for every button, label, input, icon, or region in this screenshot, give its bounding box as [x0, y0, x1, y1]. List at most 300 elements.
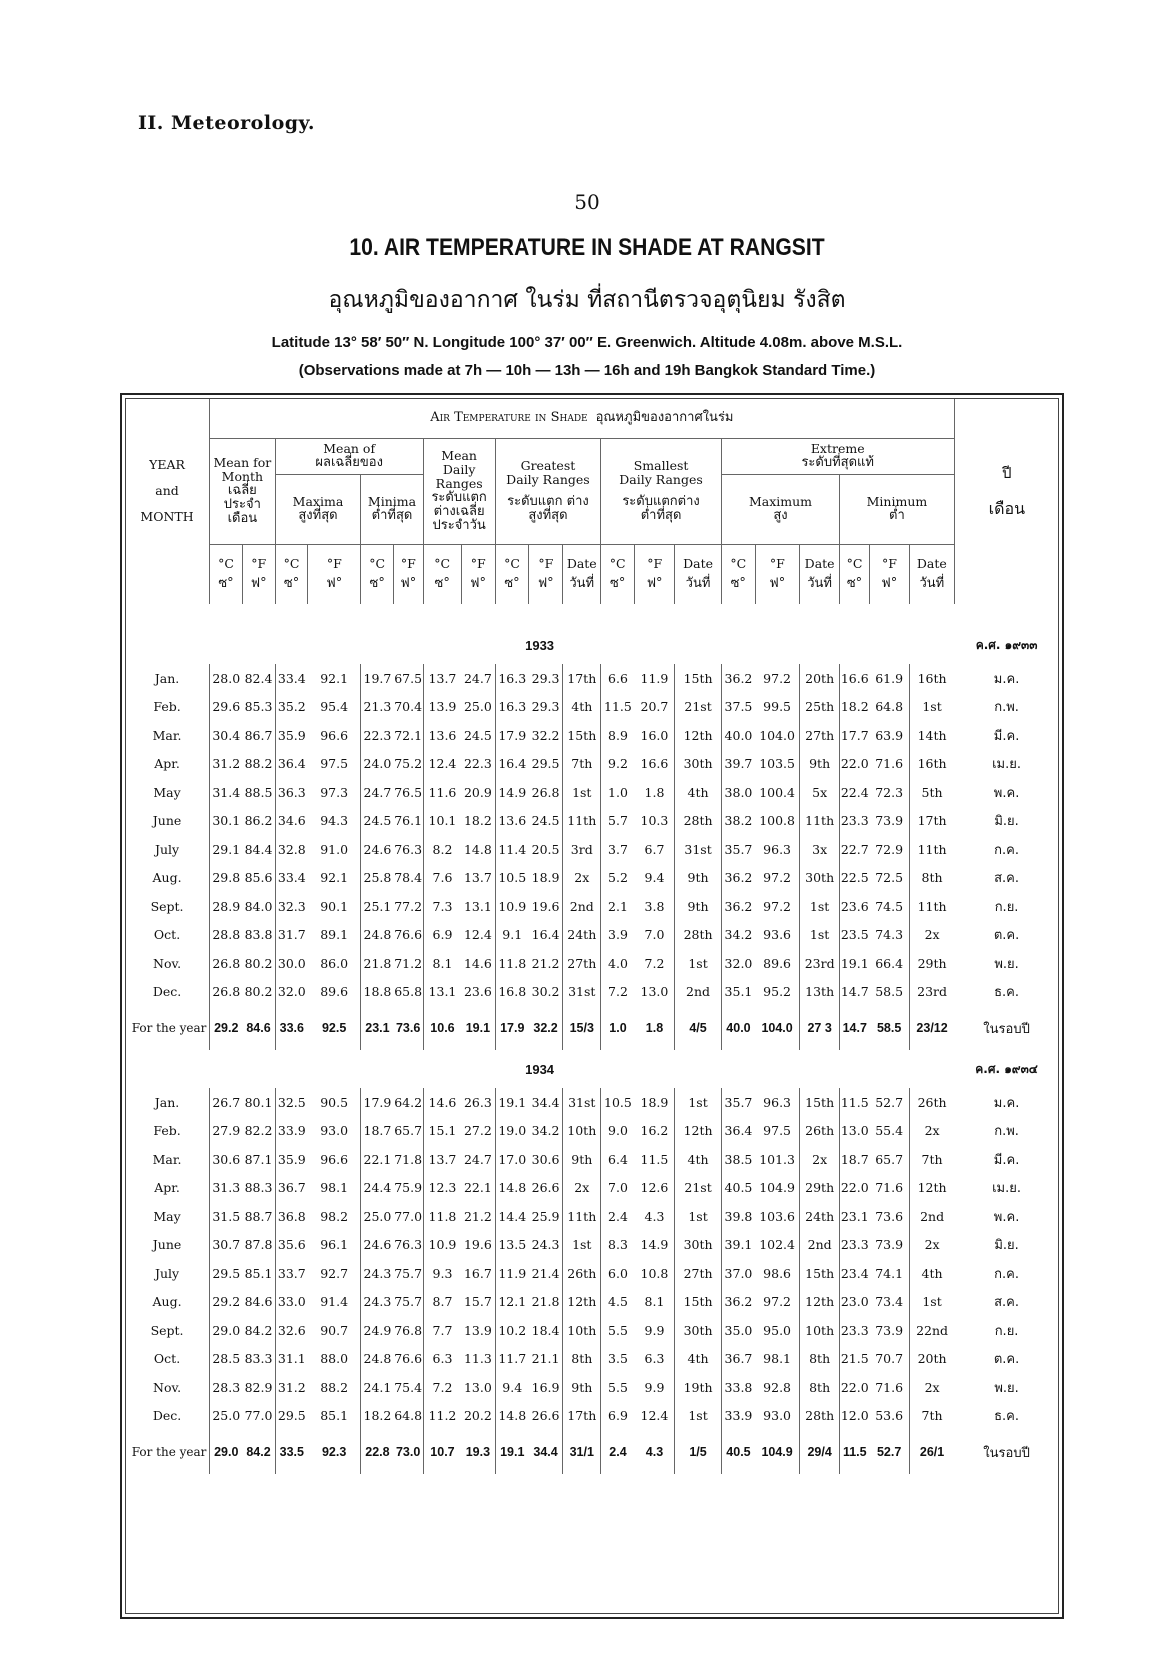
data-cell: 71.6	[875, 1379, 904, 1395]
data-cell: 33.4	[275, 664, 308, 693]
data-cell: 92.7	[320, 1265, 349, 1281]
data-cell: 73.6	[875, 1208, 904, 1224]
data-cell: 84.6	[244, 1294, 273, 1310]
data-cell: 14.7	[840, 978, 870, 1007]
data-cell: 76.6	[394, 1351, 423, 1367]
year-label: 1934	[525, 1061, 555, 1077]
data-cell: 96.3	[763, 841, 792, 857]
data-cell: 104.9	[759, 1180, 795, 1196]
data-cell: 4.0	[601, 949, 635, 978]
data-cell: 25.0	[361, 1202, 394, 1231]
data-cell: 8th	[800, 1373, 840, 1402]
total-cell: 29.0	[210, 1430, 243, 1474]
data-cell: 6.0	[601, 1259, 635, 1288]
data-cell: 72.5	[875, 870, 904, 886]
month-label-thai: ก.ค.	[994, 842, 1019, 858]
data-cell: 9.9	[644, 1322, 665, 1338]
data-cell: 21.5	[840, 1345, 870, 1374]
data-cell: 75.7	[394, 1265, 423, 1281]
data-cell: 12.4	[640, 1408, 669, 1424]
data-cell: 11.6	[423, 778, 461, 807]
data-cell: 88.5	[244, 784, 273, 800]
data-cell: 27.2	[463, 1123, 492, 1139]
data-cell: 28.5	[210, 1345, 243, 1374]
unit-cell: °F ฟ°	[869, 544, 909, 604]
data-cell: 34.6	[275, 807, 308, 836]
total-cell: 73.6	[395, 1021, 421, 1035]
data-cell: 16.3	[495, 664, 529, 693]
data-cell: 11th	[910, 835, 955, 864]
data-cell: 28.3	[210, 1373, 243, 1402]
data-cell: 95.4	[320, 699, 349, 715]
total-cell: 31/1	[563, 1430, 601, 1474]
data-cell: 2nd	[800, 1231, 840, 1260]
data-cell: 2x	[910, 1117, 955, 1146]
unit-cell: °C ซ°	[423, 544, 461, 604]
data-cell: 33.9	[721, 1402, 755, 1431]
data-cell: 36.4	[275, 750, 308, 779]
data-cell: 11.4	[495, 835, 529, 864]
total-cell: 34.4	[533, 1445, 558, 1459]
total-cell: 92.5	[321, 1021, 347, 1035]
month-label: Jan.	[154, 1094, 180, 1110]
data-cell: 36.2	[721, 892, 755, 921]
data-cell: 22.0	[840, 1174, 870, 1203]
data-cell: 84.4	[244, 841, 273, 857]
data-cell: 23rd	[910, 978, 955, 1007]
total-cell: 29/4	[800, 1430, 840, 1474]
data-cell: 12th	[675, 1117, 722, 1146]
month-label: Jan.	[154, 670, 180, 686]
data-cell: 30.7	[210, 1231, 243, 1260]
data-cell: 100.8	[759, 813, 795, 829]
data-cell: 73.9	[875, 1322, 904, 1338]
data-cell: 11.9	[640, 670, 669, 686]
data-cell: 10th	[800, 1316, 840, 1345]
data-cell: 64.8	[394, 1408, 423, 1424]
header-thai-year-month: ปี เดือน	[954, 438, 1059, 544]
unit-cell: °C ซ°	[495, 544, 529, 604]
data-cell: 21.8	[531, 1294, 560, 1310]
data-cell: 17th	[910, 807, 955, 836]
data-cell: 32.5	[275, 1088, 308, 1117]
data-cell: 28th	[800, 1402, 840, 1431]
data-cell: 23.3	[840, 807, 870, 836]
data-cell: 7.0	[644, 927, 665, 943]
data-cell: 1st	[800, 921, 840, 950]
header-minimum: Minimum ต่ำ	[840, 474, 954, 544]
year-label: 1933	[525, 637, 555, 653]
data-cell: 4.3	[644, 1208, 665, 1224]
header-maximum: Maximum สูง	[721, 474, 839, 544]
data-cell: 35.0	[721, 1316, 755, 1345]
data-cell: 24.6	[361, 1231, 394, 1260]
data-cell: 33.0	[275, 1288, 308, 1317]
data-cell: 1st	[675, 1202, 722, 1231]
data-cell: 18.9	[531, 870, 560, 886]
data-cell: 30th	[800, 864, 840, 893]
unit-cell: Date วันที่	[675, 544, 722, 604]
data-cell: 76.5	[394, 784, 423, 800]
data-cell: 20.7	[640, 699, 669, 715]
data-cell: 3.8	[644, 898, 665, 914]
month-label-thai: พ.ค.	[993, 1209, 1020, 1225]
data-cell: 27th	[563, 949, 601, 978]
data-cell: 6.4	[601, 1145, 635, 1174]
data-cell: 66.4	[875, 955, 904, 971]
data-cell: 21.2	[463, 1208, 492, 1224]
data-cell: 3.5	[601, 1345, 635, 1374]
data-cell: 4th	[675, 778, 722, 807]
data-cell: 24th	[563, 921, 601, 950]
data-cell: 30.1	[210, 807, 243, 836]
data-cell: 4th	[910, 1259, 955, 1288]
data-cell: 89.1	[320, 927, 349, 943]
total-cell: 2.4	[601, 1430, 635, 1474]
data-cell: 21st	[675, 1174, 722, 1203]
data-cell: 24.4	[361, 1174, 394, 1203]
data-cell: 96.6	[320, 1151, 349, 1167]
data-cell: 104.0	[759, 727, 795, 743]
data-cell: 85.1	[244, 1265, 273, 1281]
data-cell: 29.8	[210, 864, 243, 893]
data-cell: 11th	[910, 892, 955, 921]
data-cell: 8.1	[423, 949, 461, 978]
data-cell: 1st	[675, 1402, 722, 1431]
data-cell: 24.3	[361, 1288, 394, 1317]
data-cell: 37.0	[721, 1259, 755, 1288]
header-mean-daily-ranges: Mean Daily Ranges ระดับแตก ต่างเฉลี่ย ประจำวัน	[423, 438, 495, 544]
data-cell: 25.9	[531, 1208, 560, 1224]
data-cell: 15th	[563, 721, 601, 750]
data-cell: 53.6	[875, 1408, 904, 1424]
data-cell: 27.9	[210, 1117, 243, 1146]
data-cell: 18.7	[361, 1117, 394, 1146]
data-cell: 2x	[910, 921, 955, 950]
data-cell: 2x	[910, 1373, 955, 1402]
data-cell: 1.8	[644, 784, 665, 800]
data-cell: 70.4	[394, 699, 423, 715]
data-cell: 40.5	[721, 1174, 755, 1203]
data-cell: 29.3	[531, 670, 560, 686]
data-cell: 40.0	[721, 721, 755, 750]
total-cell: 27 3	[800, 1006, 840, 1050]
data-cell: 29.5	[275, 1402, 308, 1431]
total-cell: 4/5	[675, 1006, 722, 1050]
data-cell: 80.2	[244, 984, 273, 1000]
data-cell: 65.8	[394, 984, 423, 1000]
data-cell: 17th	[563, 664, 601, 693]
data-cell: 10.8	[640, 1265, 669, 1281]
data-cell: 34.4	[531, 1094, 560, 1110]
data-cell: 16.8	[495, 978, 529, 1007]
data-cell: 1st	[563, 778, 601, 807]
data-cell: 67.5	[394, 670, 423, 686]
total-cell: 10.7	[423, 1430, 461, 1474]
header-minima: Minima ต่ำที่สุด	[361, 474, 423, 544]
page-number: 50	[574, 190, 600, 214]
data-cell: 13.6	[423, 721, 461, 750]
data-cell: 13.5	[495, 1231, 529, 1260]
month-label: Dec.	[152, 1408, 182, 1424]
data-cell: 13.9	[463, 1322, 492, 1338]
data-cell: 35.7	[721, 1088, 755, 1117]
unit-cell: Date วันที่	[563, 544, 601, 604]
data-cell: 12.1	[495, 1288, 529, 1317]
data-cell: 10.1	[423, 807, 461, 836]
year-label-thai: ค.ศ. ๑๙๓๔	[975, 1061, 1038, 1076]
month-label-thai: ส.ค.	[994, 1295, 1020, 1311]
data-cell: 11th	[800, 807, 840, 836]
data-cell: 90.7	[320, 1322, 349, 1338]
data-cell: 1st	[563, 1231, 601, 1260]
data-cell: 76.1	[394, 813, 423, 829]
unit-cell: °F ฟ°	[635, 544, 675, 604]
data-cell: 24.0	[361, 750, 394, 779]
month-label-thai: ม.ค.	[993, 671, 1020, 687]
data-cell: 15th	[675, 664, 722, 693]
data-cell: 12.6	[640, 1180, 669, 1196]
data-cell: 88.2	[320, 1379, 349, 1395]
data-cell: 22.3	[361, 721, 394, 750]
unit-cell: °F ฟ°	[529, 544, 563, 604]
total-cell: 104.0	[761, 1021, 793, 1035]
data-cell: 82.9	[244, 1379, 273, 1395]
data-cell: 15th	[800, 1259, 840, 1288]
data-cell: 29.5	[210, 1259, 243, 1288]
data-cell: 13.7	[423, 664, 461, 693]
total-cell: 84.6	[246, 1021, 271, 1035]
data-cell: 14th	[910, 721, 955, 750]
total-cell: 92.3	[321, 1445, 347, 1459]
data-cell: 26.6	[531, 1180, 560, 1196]
data-cell: 24.3	[531, 1237, 560, 1253]
data-cell: 100.4	[759, 784, 795, 800]
data-cell: 22.1	[361, 1145, 394, 1174]
data-cell: 24.7	[361, 778, 394, 807]
month-label: Aug.	[152, 870, 182, 886]
data-cell: 23.5	[840, 921, 870, 950]
data-cell: 39.8	[721, 1202, 755, 1231]
data-cell: 13.6	[495, 807, 529, 836]
data-cell: 31st	[675, 835, 722, 864]
data-cell: 2nd	[563, 892, 601, 921]
data-cell: 28.9	[210, 892, 243, 921]
month-label-thai: ธ.ค.	[994, 1409, 1020, 1425]
header-year-month: YEAR and MONTH	[140, 457, 194, 524]
data-cell: 74.5	[875, 898, 904, 914]
data-cell: 28th	[675, 921, 722, 950]
data-cell: 28.0	[210, 664, 243, 693]
month-label-thai: ส.ค.	[994, 871, 1020, 887]
data-cell: 39.1	[721, 1231, 755, 1260]
data-cell: 8th	[563, 1345, 601, 1374]
data-cell: 74.1	[875, 1265, 904, 1281]
data-cell: 87.8	[244, 1237, 273, 1253]
data-cell: 76.6	[394, 927, 423, 943]
data-cell: 8.3	[601, 1231, 635, 1260]
data-cell: 21.4	[531, 1265, 560, 1281]
data-cell: 29.6	[210, 693, 243, 722]
month-label-thai: พ.ค.	[993, 785, 1020, 801]
data-cell: 8.9	[601, 721, 635, 750]
header-smallest-ranges: Smallest Daily Ranges ระดับแตกต่าง ต่ำที่สุด	[601, 438, 722, 544]
data-cell: 36.4	[721, 1117, 755, 1146]
month-label: Nov.	[153, 1379, 182, 1395]
data-cell: 73.9	[875, 813, 904, 829]
total-cell: 23.1	[361, 1006, 394, 1050]
data-cell: 97.2	[763, 670, 792, 686]
data-cell: 65.7	[394, 1123, 423, 1139]
data-cell: 88.0	[320, 1351, 349, 1367]
data-cell: 25.8	[361, 864, 394, 893]
station-coordinates: Latitude 13° 58′ 50″ N. Longitude 100° 37′ 00″ E. Greenwich. Altitude 4.08m. above M.S.L.	[271, 334, 903, 351]
data-cell: 13th	[800, 978, 840, 1007]
data-cell: 88.3	[244, 1180, 273, 1196]
total-cell: 14.7	[840, 1006, 870, 1050]
total-cell: 19.1	[495, 1430, 529, 1474]
data-cell: 16.6	[840, 664, 870, 693]
data-cell: 61.9	[875, 670, 904, 686]
data-cell: 12.4	[423, 750, 461, 779]
month-label-thai: ก.ย.	[994, 1323, 1019, 1339]
data-cell: 92.8	[763, 1379, 792, 1395]
data-cell: 21.1	[531, 1351, 560, 1367]
total-cell: 40.5	[721, 1430, 755, 1474]
data-cell: 5.5	[601, 1373, 635, 1402]
data-cell: 12.3	[423, 1174, 461, 1203]
data-cell: 9th	[563, 1145, 601, 1174]
data-cell: 31.3	[210, 1174, 243, 1203]
month-label: Aug.	[152, 1294, 182, 1310]
data-cell: 4th	[675, 1345, 722, 1374]
month-label: Oct.	[153, 1351, 181, 1367]
total-cell: 4.3	[645, 1445, 664, 1459]
data-cell: 6.6	[601, 664, 635, 693]
month-label-thai: มิ.ย.	[994, 1238, 1019, 1254]
data-cell: 93.0	[763, 1408, 792, 1424]
data-cell: 2x	[563, 864, 601, 893]
month-label-thai: ก.ย.	[994, 899, 1019, 915]
table-title-thai: อุณหภูมิของอากาศ ในร่ม ที่สถานีตรวจอุตุนิยม รังสิต	[328, 287, 846, 313]
data-cell: 33.4	[275, 864, 308, 893]
data-cell: 32.2	[531, 727, 560, 743]
data-cell: 98.2	[320, 1208, 349, 1224]
data-cell: 16.6	[640, 756, 669, 772]
month-label: Dec.	[152, 984, 182, 1000]
data-cell: 35.7	[721, 835, 755, 864]
data-cell: 16.9	[531, 1379, 560, 1395]
data-cell: 93.0	[320, 1123, 349, 1139]
data-cell: 36.2	[721, 664, 755, 693]
data-cell: 85.1	[320, 1408, 349, 1424]
data-cell: 19.0	[495, 1117, 529, 1146]
data-cell: 71.6	[875, 756, 904, 772]
data-cell: 13.7	[463, 870, 492, 886]
data-cell: 7.7	[423, 1316, 461, 1345]
data-cell: 22.0	[840, 1373, 870, 1402]
data-cell: 16.4	[531, 927, 560, 943]
data-cell: 36.3	[275, 778, 308, 807]
data-cell: 84.0	[244, 898, 273, 914]
data-cell: 19th	[675, 1373, 722, 1402]
data-cell: 89.6	[763, 955, 792, 971]
data-cell: 14.8	[495, 1174, 529, 1203]
data-cell: 22.3	[463, 756, 492, 772]
total-cell: 104.9	[761, 1445, 793, 1459]
data-cell: 7th	[563, 750, 601, 779]
data-cell: 13.0	[640, 984, 669, 1000]
data-cell: 11.8	[495, 949, 529, 978]
unit-cell: °C ซ°	[361, 544, 394, 604]
data-cell: 1st	[675, 1088, 722, 1117]
data-cell: 23.6	[840, 892, 870, 921]
data-cell: 18.2	[463, 813, 492, 829]
data-cell: 17.0	[495, 1145, 529, 1174]
data-cell: 5th	[910, 778, 955, 807]
data-cell: 11.5	[840, 1088, 870, 1117]
data-cell: 85.6	[244, 870, 273, 886]
header-mean-of: Mean of ผลเฉลี่ยของ	[275, 438, 423, 474]
data-cell: 33.7	[275, 1259, 308, 1288]
data-cell: 98.1	[763, 1351, 792, 1367]
data-cell: 38.5	[721, 1145, 755, 1174]
data-cell: 13.0	[463, 1379, 492, 1395]
data-cell: 13.1	[463, 898, 492, 914]
data-cell: 22.4	[840, 778, 870, 807]
data-cell: 26.8	[531, 784, 560, 800]
data-cell: 52.7	[875, 1094, 904, 1110]
data-cell: 4th	[563, 693, 601, 722]
data-cell: 11th	[563, 807, 601, 836]
month-label: Oct.	[153, 927, 181, 943]
data-cell: 8th	[910, 864, 955, 893]
data-cell: 10th	[563, 1316, 601, 1345]
year-label-thai: ค.ศ. ๑๙๓๓	[975, 637, 1038, 652]
data-cell: 29.2	[210, 1288, 243, 1317]
data-cell: 18.8	[361, 978, 394, 1007]
data-cell: 70.7	[875, 1351, 904, 1367]
data-cell: 20.5	[531, 841, 560, 857]
data-cell: 83.3	[244, 1351, 273, 1367]
total-label: For the year	[131, 1021, 207, 1035]
data-cell: 9th	[675, 892, 722, 921]
data-cell: 31.2	[275, 1373, 308, 1402]
data-cell: 8th	[800, 1345, 840, 1374]
data-cell: 30.6	[210, 1145, 243, 1174]
data-cell: 21st	[675, 693, 722, 722]
data-cell: 34.2	[531, 1123, 560, 1139]
month-label-thai: ธ.ค.	[994, 985, 1020, 1001]
data-cell: 24.3	[361, 1259, 394, 1288]
data-cell: 55.4	[875, 1123, 904, 1139]
data-cell: 9.4	[495, 1373, 529, 1402]
data-cell: 26.7	[210, 1088, 243, 1117]
data-cell: 5x	[800, 778, 840, 807]
data-cell: 16.4	[495, 750, 529, 779]
data-cell: 97.2	[763, 898, 792, 914]
data-cell: 10.5	[601, 1088, 635, 1117]
total-cell: 33.6	[275, 1006, 308, 1050]
table-title: 10. AIR TEMPERATURE IN SHADE AT RANGSIT	[349, 234, 825, 261]
data-cell: 95.0	[763, 1322, 792, 1338]
total-cell: 84.2	[246, 1445, 271, 1459]
data-cell: 5.7	[601, 807, 635, 836]
data-cell: 16th	[910, 750, 955, 779]
data-cell: 1st	[800, 892, 840, 921]
data-cell: 26.3	[463, 1094, 492, 1110]
month-label-thai: ม.ค.	[993, 1095, 1020, 1111]
